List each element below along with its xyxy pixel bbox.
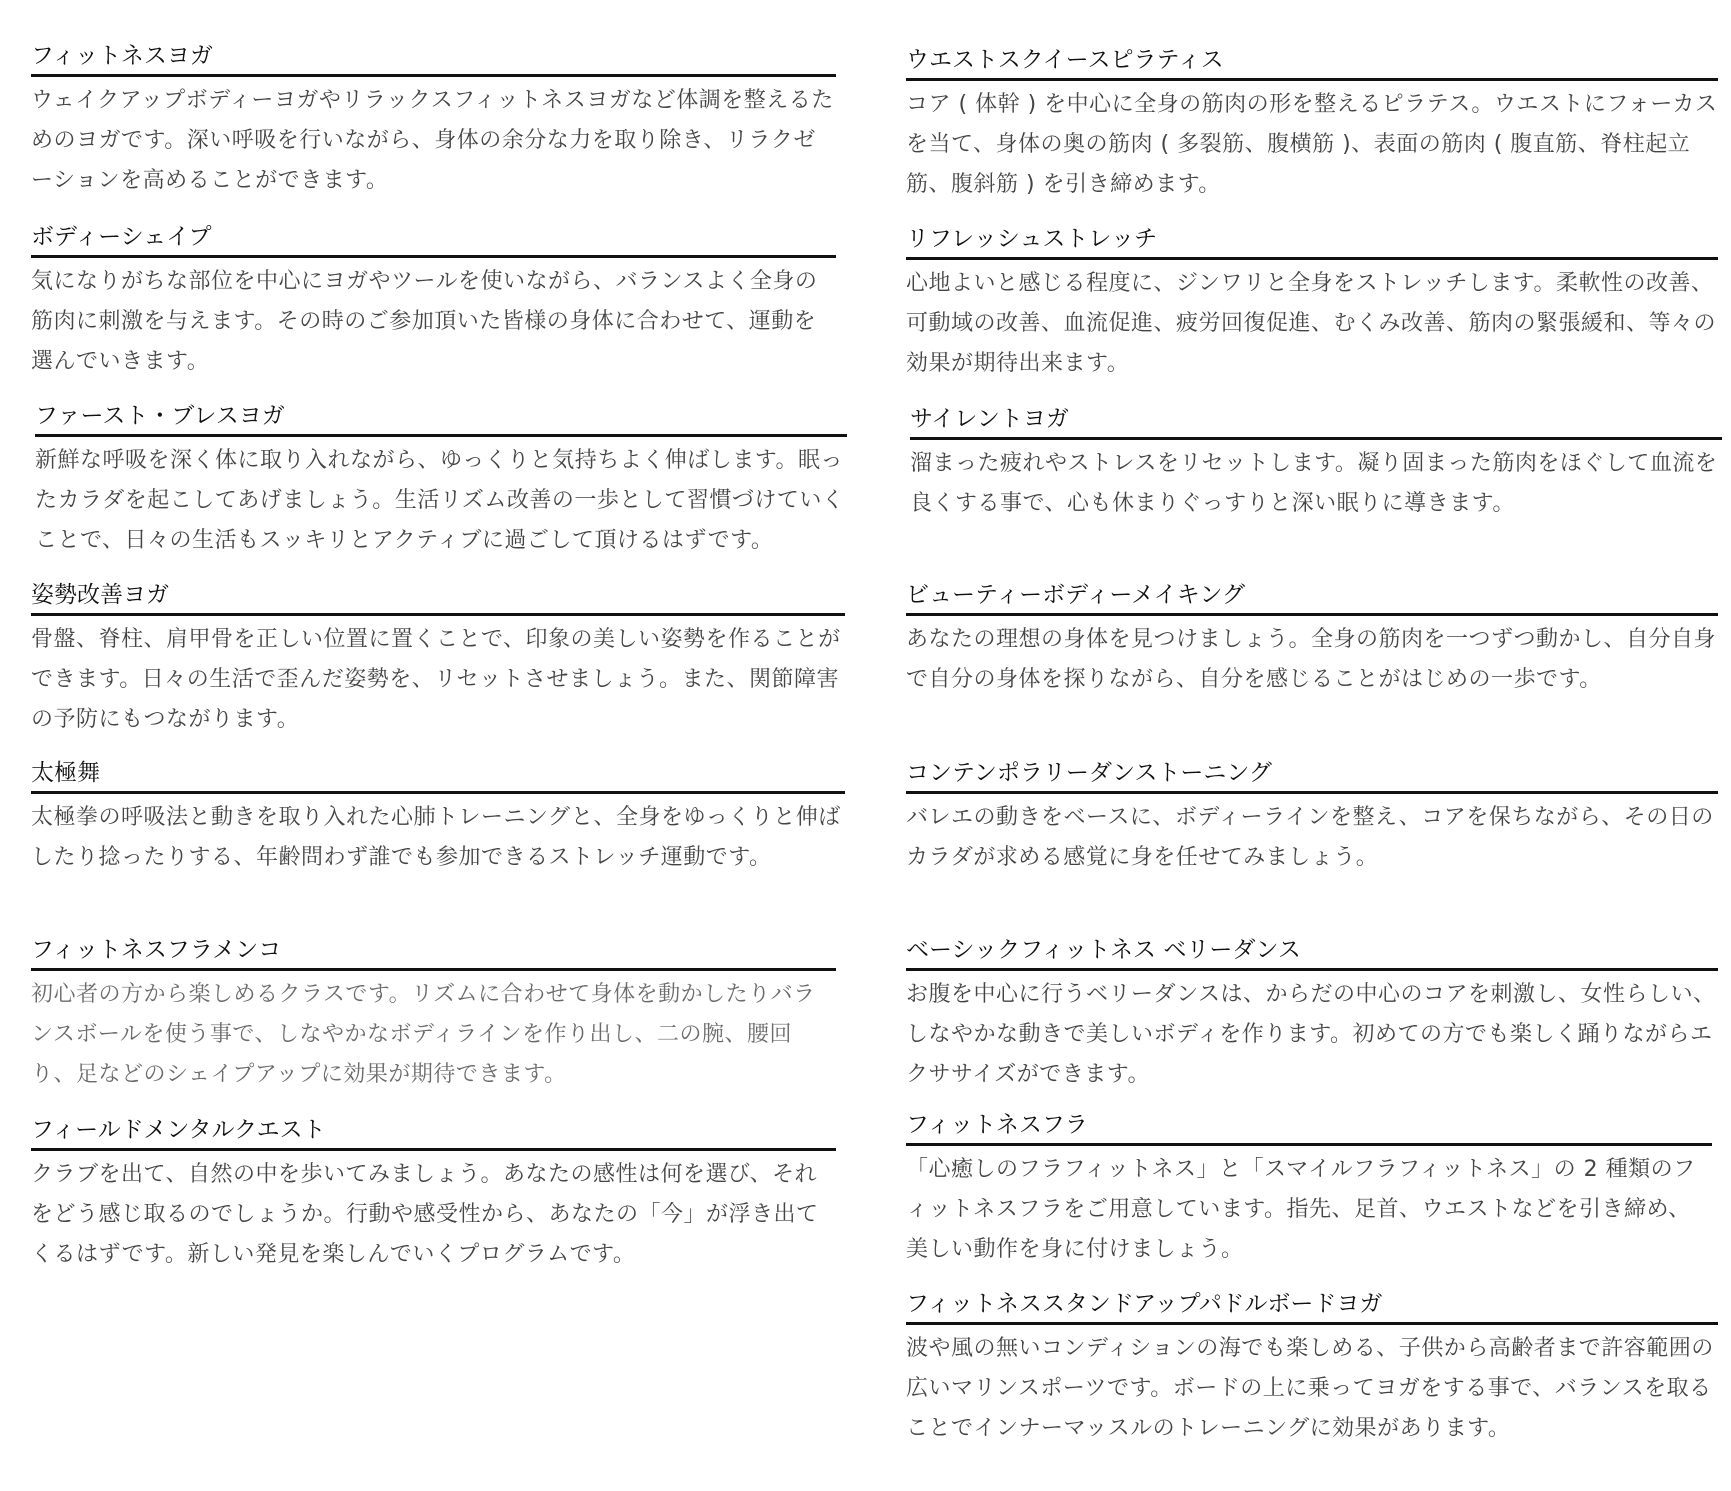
program-posture-yoga	[31, 579, 845, 740]
program-description: クラブを出て、自然の中を歩いてみましょう。あなたの感性は何を選び、それをどう感じ取るのでしょうか。行動や感受性から、あなたの「今」が浮き出てくるはずです。新しい発見を楽しんでいくプログラムです。	[31, 1162, 819, 1267]
program-title: サイレントヨガ	[910, 403, 1722, 440]
program-title: フィットネススタンドアップパドルボードヨガ	[906, 1288, 1718, 1325]
program-description: お腹を中心に行うベリーダンスは、からだの中心のコアを刺激し、女性らしい、しなやかな動きで美しいボディを作ります。初めての方でも楽しく踊りながらエクササイズができます。	[906, 982, 1716, 1087]
program-title: フィットネスヨガ	[31, 40, 836, 77]
program-title: コンテンポラリーダンストーニング	[906, 757, 1718, 794]
program-title: 姿勢改善ヨガ	[31, 579, 845, 616]
program-sup-yoga	[906, 1288, 1718, 1449]
program-description: 「心癒しのフラフィットネス」と「スマイルフラフィットネス」の 2 種類のフィットネスフラをご用意しています。指先、足首、ウエストなどを引き締め、美しい動作を身に付けましょう。	[906, 1157, 1696, 1262]
program-description: 初心者の方から楽しめるクラスです。リズムに合わせて身体を動かしたりバランスボールを使う事で、しなやかなボディラインを作り出し、二の腕、腰回り、足などのシェイプアップに効果が期待できます。	[31, 982, 816, 1087]
program-title: ビューティーボディーメイキング	[906, 579, 1718, 616]
program-basic-belly-dance	[906, 934, 1718, 1095]
program-description: 心地よいと感じる程度に、ジンワリと全身をストレッチします。柔軟性の改善、可動域の改善、血流促進、疲労回復促進、むくみ改善、筋肉の緊張緩和、等々の効果が期待出来ます。	[906, 271, 1717, 376]
program-description: コア ( 体幹 ) を中心に全身の筋肉の形を整えるピラテス。ウエストにフォーカスを当て、身体の奥の筋肉 ( 多裂筋、腹横筋 )、表面の筋肉 ( 腹直筋、脊柱起立筋、腹斜筋 ) を引き締めます。	[906, 92, 1718, 197]
program-title: フィールドメンタルクエスト	[31, 1114, 836, 1151]
program-description: 骨盤、脊柱、肩甲骨を正しい位置に置くことで、印象の美しい姿勢を作ることができます。日々の生活で歪んだ姿勢を、リセットさせましょう。また、関節障害の予防にもつながります。	[31, 627, 841, 732]
program-field-mental-quest	[31, 1114, 836, 1275]
program-title: フィットネスフラメンコ	[31, 934, 836, 971]
program-title: ボディーシェイプ	[31, 221, 836, 258]
program-description: あなたの理想の身体を見つけましょう。全身の筋肉を一つずつ動かし、自分自身で自分の身体を探りながら、自分を感じることがはじめの一歩です。	[906, 627, 1717, 692]
program-title: リフレッシュストレッチ	[906, 223, 1718, 260]
program-title: ウエストスクイースピラティス	[906, 44, 1718, 81]
program-first-breath-yoga	[35, 400, 847, 561]
program-fitness-flamenco	[31, 934, 836, 1095]
program-title: ベーシックフィットネス ベリーダンス	[906, 934, 1718, 971]
program-title: 太極舞	[31, 757, 845, 794]
program-description: 新鮮な呼吸を深く体に取り入れながら、ゆっくりと気持ちよく伸ばします。眠ったカラダを起こしてあげましょう。生活リズム改善の一歩として習慣づけていくことで、日々の生活もスッキリとアクティブに過ごして頂けるはずです。	[35, 448, 845, 553]
program-waist-squeeze-pilates	[906, 44, 1718, 205]
program-description: 気になりがちな部位を中心にヨガやツールを使いながら、バランスよく全身の筋肉に刺激を与えます。その時のご参加頂いた皆様の身体に合わせて、運動を選んでいきます。	[31, 269, 818, 374]
program-title: ファースト・ブレスヨガ	[35, 400, 847, 437]
program-fitness-hula	[906, 1109, 1712, 1270]
program-description: 太極拳の呼吸法と動きを取り入れた心肺トレーニングと、全身をゆっくりと伸ばしたり捻ったりする、年齢問わず誰でも参加できるストレッチ運動です。	[31, 805, 841, 870]
program-beauty-body-making	[906, 579, 1718, 700]
program-description: ウェイクアップボディーヨガやリラックスフィットネスヨガなど体調を整えるためのヨガです。深い呼吸を行いながら、身体の余分な力を取り除き、リラクゼーションを高めることができます。	[31, 88, 834, 193]
program-refresh-stretch	[906, 223, 1718, 384]
program-description: 波や風の無いコンディションの海でも楽しめる、子供から高齢者まで許容範囲の広いマリンスポーツです。ボードの上に乗ってヨガをする事で、バランスを取ることでインナーマッスルのトレーニングに効果があります。	[906, 1336, 1714, 1441]
program-description: 溜まった疲れやストレスをリセットします。凝り固まった筋肉をほぐして血流を良くする事で、心も休まりぐっすりと深い眠りに導きます。	[910, 451, 1718, 516]
program-body-shape	[31, 221, 836, 382]
program-title: フィットネスフラ	[906, 1109, 1712, 1146]
program-description: バレエの動きをベースに、ボディーラインを整え、コアを保ちながら、その日のカラダが求める感覚に身を任せてみましょう。	[906, 805, 1714, 870]
program-taikyokumai	[31, 757, 845, 878]
program-contemporary-dance-toning	[906, 757, 1718, 878]
program-fitness-yoga	[31, 40, 836, 201]
program-silent-yoga	[910, 403, 1722, 524]
